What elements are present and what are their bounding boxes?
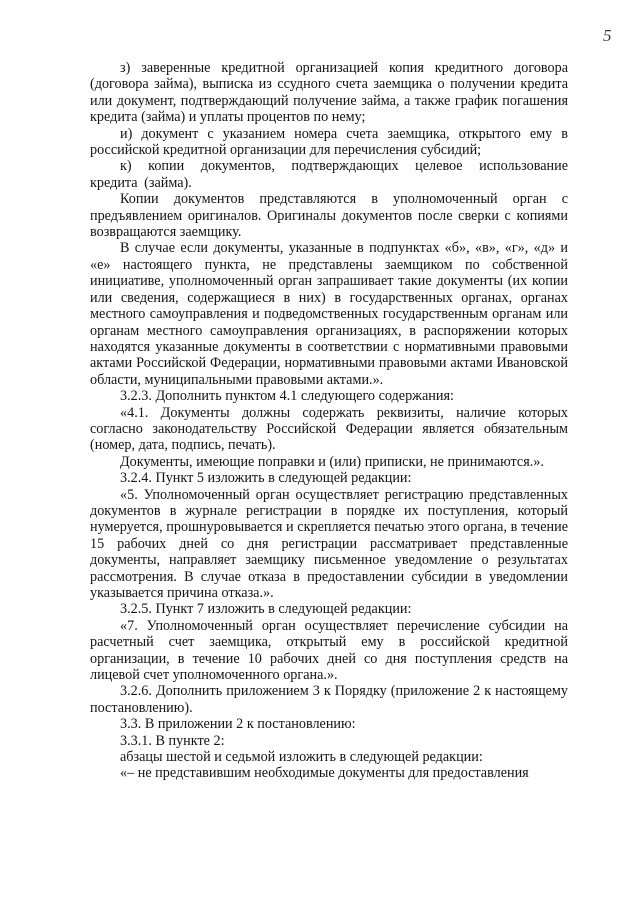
paragraph-z-loan-agreement: з) заверенные кредитной организацией копия кредитного договора (договора займа), выписка из ссудного счета заемщика о получении кредита или документ, подтверждающий получение займа, а также график погашения кредита (займа) и уплаты процентов по нему; <box>90 60 568 126</box>
paragraph-5-registration: «5. Уполномоченный орган осуществляет регистрацию представленных документов в журнале регистрации в порядке их поступления, который нумеруется, прошнуровывается и скрепляется печатью этого органа, в течение 15 рабочих дней со дня регистрации рассматривает представленные документы, направляет заемщику письменное уведомление о результатах рассмотрения. В случае отказа в предоставлении субсидии в уведомлении указывается причина отказа.». <box>90 486 568 601</box>
paragraph-k-target-use: к) копии документов, подтверждающих целевое использование кредита (займа). <box>90 158 568 191</box>
page-number: 5 <box>603 26 612 45</box>
paragraph-4-1-requisites: «4.1. Документы должны содержать реквизиты, наличие которых согласно законодательству Российской Федерации является обязательным (номер, дата, подпись, печать). <box>90 404 568 454</box>
document-body <box>90 60 568 782</box>
paragraph-not-submitted: «– не представившим необходимые документы для предоставления <box>120 765 529 782</box>
paragraph-3-2-5: 3.2.5. Пункт 7 изложить в следующей редакции: <box>120 601 412 618</box>
paragraph-3-3-1: 3.3.1. В пункте 2: <box>120 732 225 749</box>
paragraph-copies-originals: Копии документов представляются в уполномоченный орган с предъявлением оригиналов. Оригиналы документов после сверки с копиями возвращаются заемщику. <box>90 191 568 241</box>
paragraph-corrections: Документы, имеющие поправки и (или) приписки, не принимаются.». <box>120 453 544 470</box>
paragraph-3-3: 3.3. В приложении 2 к постановлению: <box>120 716 356 733</box>
paragraph-3-2-6: 3.2.6. Дополнить приложением 3 к Порядку (приложение 2 к настоящему постановлению). <box>90 683 568 716</box>
paragraph-i-account-document: и) документ с указанием номера счета заемщика, открытого ему в российской кредитной организации для перечисления субсидий; <box>90 125 568 159</box>
paragraph-3-2-3: 3.2.3. Дополнить пунктом 4.1 следующего содержания: <box>120 388 454 405</box>
paragraph-7-transfer: «7. Уполномоченный орган осуществляет перечисление субсидии на расчетный счет заемщика, открытый ему в российской кредитной организации, в течение 10 рабочих дней со дня поступления средств на лицевой счет уполномоченного органа.». <box>90 617 568 684</box>
paragraph-sixth-seventh: абзацы шестой и седьмой изложить в следующей редакции: <box>120 749 483 766</box>
paragraph-3-2-4: 3.2.4. Пункт 5 изложить в следующей редакции: <box>120 470 412 487</box>
paragraph-document-requests: В случае если документы, указанные в подпунктах «б», «в», «г», «д» и «е» настоящего пункта, не представлены заемщиком по собственной инициативе, уполномоченный орган запрашивает такие документы (их копии или сведения, содержащиеся в них) в государственных органах, органах местного самоуправления и подведомственных государственным органам или органам местного самоуправления организациях, в распоряжении которых находятся указанные документы в соответствии с нормативными правовыми актами Российской Федерации, нормативными правовыми актами Ивановской области, муниципальными правовыми актами.». <box>90 240 568 388</box>
